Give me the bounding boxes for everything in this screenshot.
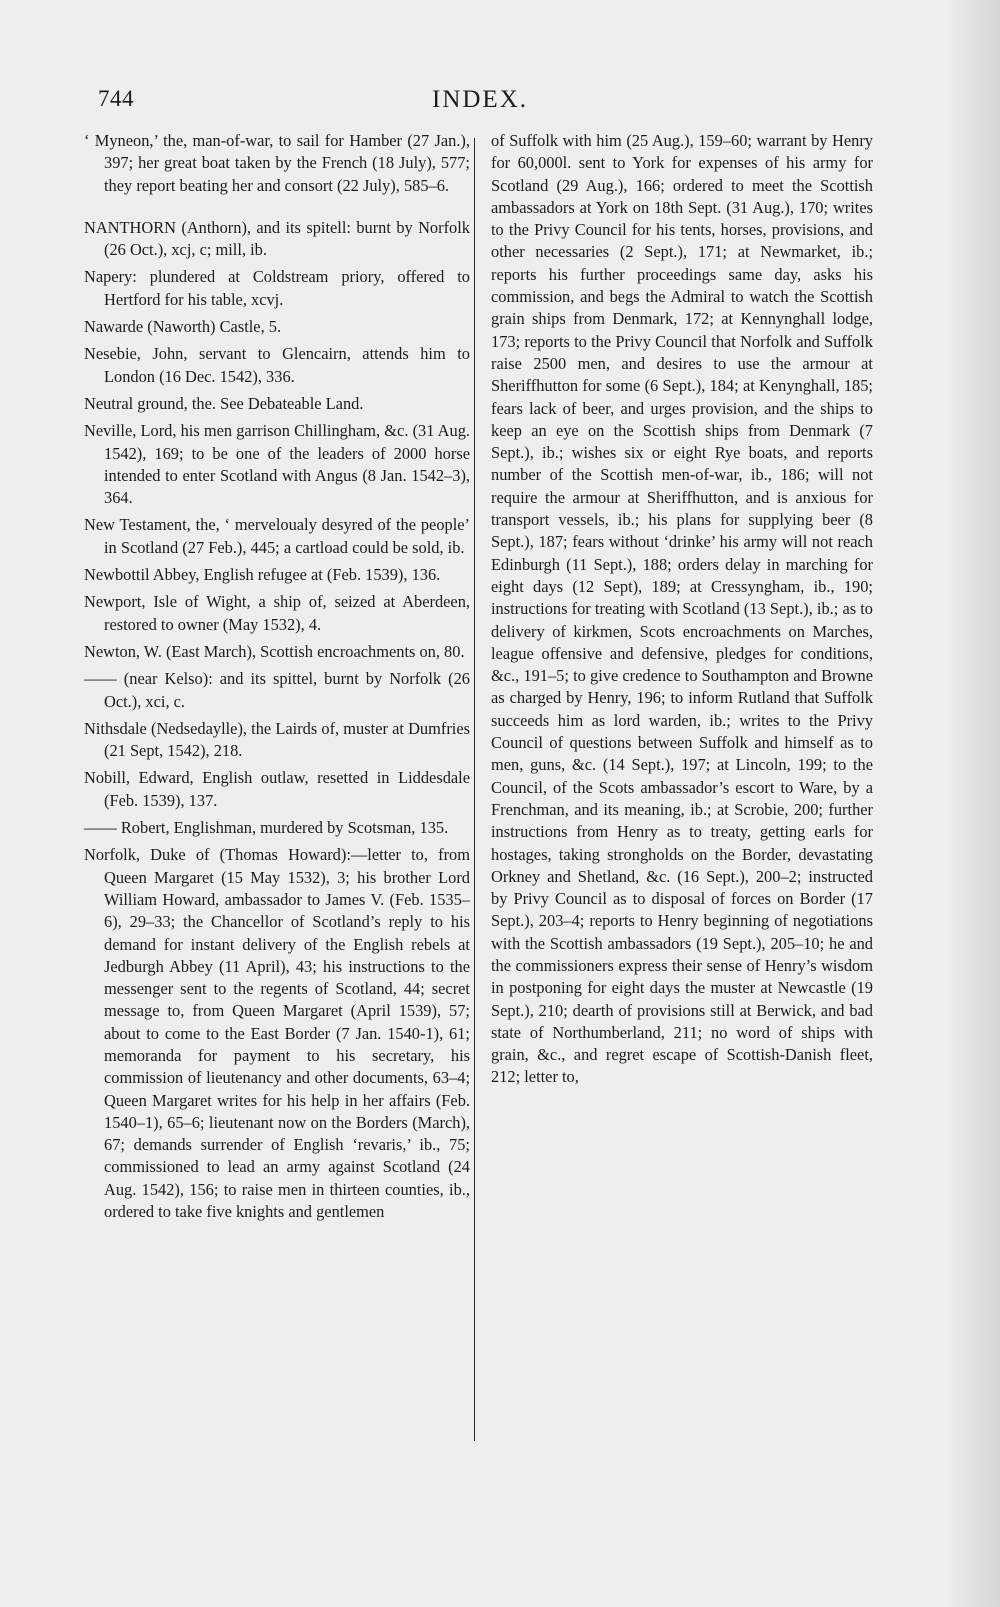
index-entry-nobill-robert: —— Robert, Englishman, murdered by Scotsman, 135.	[84, 818, 449, 838]
index-entry-neville: Neville, Lord, his men garrison Chillingham, &c. (31 Aug. 1542), 169; to be one of the leaders of 2000 horse intended to enter Scotland with Angus (8 Jan. 1542–3), 364.	[84, 421, 470, 508]
right-index-column	[481, 130, 873, 1089]
index-entry-nesebie: Nesebie, John, servant to Glencairn, attends him to London (16 Dec. 1542), 336.	[84, 344, 470, 386]
index-entry-myneon: ‘ Myneon,’ the, man-of-war, to sail for Hamber (27 Jan.), 397; her great boat taken by the French (18 July), 577; they report beating her and consort (22 July), 585–6.	[84, 131, 470, 195]
column-divider	[474, 138, 475, 1441]
index-entry-norfolk-continued: of Suffolk with him (25 Aug.), 159–60; warrant by Henry for 60,000l. sent to York for expenses of his army for Scotland (29 Aug.), 166; ordered to meet the Scottish ambassadors at York on 18th Sept. (31 Aug.), 170; writes to the Privy Council for his tents, horses, provisions, and other necessaries (2 Sept.), 171; at Newmarket, ib.; reports his further proceedings same day, asks his commission, and begs the Admiral to watch the Scottish grain ships from Denmark, 172; at Kennynghall lodge, 173; reports to the Privy Council that Norfolk and Suffolk raise 2500 men, and desires to use the armour at Sheriffhutton for some (6 Sept.), 184; at Kenynghall, 185; fears lack of beer, and urges provision, and the ships to keep an eye on the Scottish ships from Denmark (7 Sept.), ib.; wishes six or eight Rye boats, and reports number of the Scottish men-of-war, ib., 186; will not require the armour at Sheriffhutton, and is anxious for transport vessels, ib.; his plans for supplying beer (8 Sept.), 187; fears without ‘drinke’ his army will not reach Edinburgh (11 Sept.), 188; orders delay in marching for eight days (12 Sept), 189; at Cressyngham, ib., 190; instructions for treating with Scotland (13 Sept.), ib.; as to delivery of kirkmen, Scots encroachments on Marches, league offensive and defensive, pledges for conditions, &c., 191–5; to give credence to Southampton and Browne as charged by Henry, 196; to inform Rutland that Suffolk succeeds him as lord warden, ib.; writes to the Privy Council of questions between Suffolk and himself as to men, guns, &c. (14 Sept.), 197; at Lincoln, 199; to the Council, of the Scots ambassador’s escort to Ware, by a Frenchman, and its meaning, ib.; at Scrobie, 200; further instructions from Henry as to treaty, getting earls for hostages, taking strongholds on the Border, devastating Orkney and Shetland, &c. (16 Sept.), 200–2; instructed by Privy Council as to disposal of forces on Border (17 Sept.), 203–4; reports to Henry beginning of negotiations with the Scottish ambassadors (19 Sept.), 205–10; he and the commissioners express their sense of Henry’s wisdom in postponing for eight days the muster at Newcastle (19 Sept.), 210; dearth of provisions still at Berwick, and bad state of Northumberland, 211; no word of ships with grain, &c., and regret escape of Scottish-Danish fleet, 212; letter to,	[491, 131, 873, 1087]
index-entry-nithsdale: Nithsdale (Nedsedaylle), the Lairds of, muster at Dumfries (21 Sept, 1542), 218.	[84, 718, 470, 761]
page-number: 744	[98, 86, 134, 111]
index-entry-nanthorn: NANTHORN (Anthorn), and its spitell: burnt by Norfolk (26 Oct.), xcj, c; mill, ib.	[84, 217, 470, 260]
index-entry-newbottil: Newbottil Abbey, English refugee at (Feb. 1539), 136.	[84, 565, 441, 585]
index-entry-napery: Napery: plundered at Coldstream priory, offered to Hertford for his table, xcvj.	[84, 267, 470, 309]
page-gutter-shadow	[945, 0, 1000, 1607]
index-entry-neutral-ground: Neutral ground, the. See Debateable Land.	[84, 393, 364, 413]
index-entry-nawarde: Nawarde (Naworth) Castle, 5.	[84, 317, 282, 337]
index-entry-newton: Newton, W. (East March), Scottish encroachments on, 80.	[84, 641, 465, 661]
left-index-column	[84, 130, 470, 1228]
page-heading: INDEX.	[432, 86, 529, 113]
index-entry-nobill-edward: Nobill, Edward, English outlaw, resetted in Liddesdale (Feb. 1539), 137.	[84, 768, 470, 810]
index-entry-new-testament: New Testament, the, ‘ merveloualy desyred of the people’ in Scotland (27 Feb.), 445; a cartload could be sold, ib.	[84, 515, 470, 557]
index-entry-newport: Newport, Isle of Wight, a ship of, seized at Aberdeen, restored to owner (May 1532), 4.	[84, 592, 470, 634]
index-entry-norfolk: Norfolk, Duke of (Thomas Howard):—letter to, from Queen Margaret (15 May 1532), 3; his brother Lord William Howard, ambassador to James V. (Feb. 1535–6), 29–33; the Chancellor of Scotland’s reply to his demand for instant delivery of the English rebels at Jedburgh Abbey (11 April), 43; his instructions to the messenger sent to the regents of Scotland, 44; secret message to, from Queen Margaret (April 1539), 57; about to come to the East Border (7 Jan. 1540-1), 61; memoranda for payment to his secretary, his commission of lieutenancy and other documents, 63–4; Queen Margaret writes for his help in her affairs (Feb. 1540–1), 65–6; lieutenant now on the Borders (March), 67; demands surrender of English ‘revaris,’ ib., 75; commissioned to lead an army against Scotland (24 Aug. 1542), 156; to raise men in thirteen counties, ib., ordered to take five knights and gentlemen	[84, 845, 470, 1222]
index-entry-newton-kelso: —— (near Kelso): and its spittel, burnt by Norfolk (26 Oct.), xci, c.	[84, 669, 470, 711]
